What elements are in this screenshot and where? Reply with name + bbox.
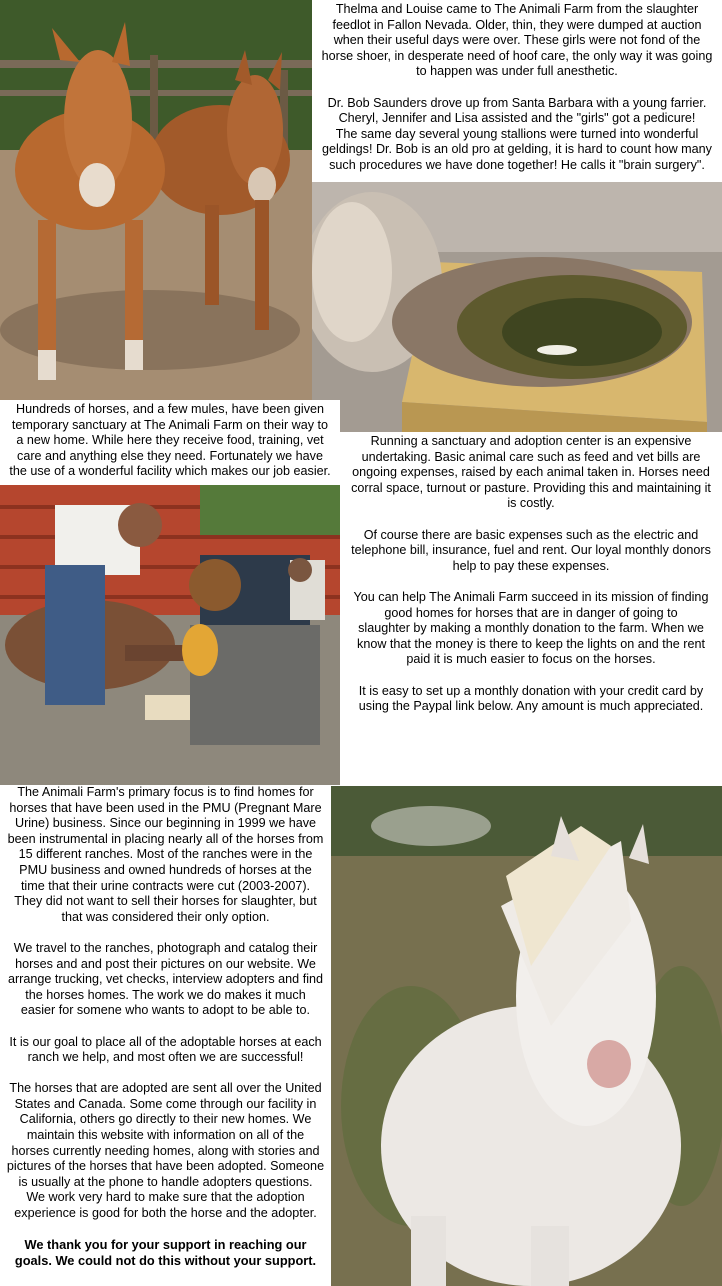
expenses-paragraph-3: You can help The Animali Farm succeed in its mission of finding good homes for horses that are in danger of going to slaughter by making a monthly donation to the farm. When we know that the money is there to keep the lights on and the rent paid it is much easier to focus on the horses. <box>353 589 709 667</box>
expenses-paragraph-1: Running a sanctuary and adoption center is an expensive undertaking. Basic animal care such as feed and vet bills are ongoing expenses, raised by each animal taken in. Horses need corral space, turnout or pasture. Providing this and maintaining it is costly. <box>351 434 711 511</box>
farrier-photo <box>0 485 340 785</box>
expenses-text-block <box>340 432 722 786</box>
intro-paragraph-1: Thelma and Louise came to The Animali Farm from the slaughter feedlot in Fallon Nevada. Older, thin, they were dumped at auction when their useful days were over. These girls were not fond of the horse shoer, in desperate need of hoof care, the only way it was going to happen was under full anesthetic. <box>321 2 713 79</box>
intro-text-block <box>312 0 722 182</box>
expenses-paragraph-4: It is easy to set up a monthly donation with your credit card by using the Paypal link below. Any amount is much appreciated. <box>358 683 704 714</box>
mission-paragraph-4: The horses that are adopted are sent all over the United States and Canada. Some come through our facility in California, others go directly to their new homes. We maintain this website with information on all of the horses currently needing homes, along with stories and pictures of the horses that have been adopted. Someone is usually at the phone to handle adopters questions. We work very hard to make sure that the adoption experience is good for both the horse and the adopter. <box>6 1081 325 1221</box>
sanctuary-text-block <box>0 400 340 485</box>
two-mules-photo-icon <box>0 0 312 400</box>
white-horse-photo <box>331 786 722 1286</box>
mission-text-block <box>0 785 331 1286</box>
white-horse-photo-icon <box>331 786 722 1286</box>
farrier-trimming-hoof-photo-icon <box>0 485 340 785</box>
mission-paragraph-1: The Animali Farm's primary focus is to find homes for horses that have been used in the PMU (Pregnant Mare Urine) business. Since our beginning in 1999 we have been instrumental in placing nearly all of the horses from 15 different ranches. Most of the ranches were in the PMU business and owned hundreds of horses at the time that their urine contracts were cut (2003-2007). They did not want to sell their horses for slaughter, but that was considered their only option. <box>7 785 324 924</box>
intro-paragraph-2: Dr. Bob Saunders drove up from Santa Barbara with a young farrier. Cheryl, Jennifer and Lisa assisted and the "girls" got a pedicure! The same day several young stallions were turned into wonderful geldings! Dr. Bob is an old pro at gelding, it is hard to count how many such procedures we have done together! He calls it "brain surgery". <box>322 95 712 172</box>
mission-paragraph-2: We travel to the ranches, photograph and catalog their horses and and post their pictures on our website. We arrange trucking, vet checks, interview adopters and find the horses homes. The work we do makes it much easier for somene who wants to adopt to be able to. <box>7 940 323 1018</box>
thanks-message: We thank you for your support in reaching our goals. We could not do this without your support. <box>14 1237 317 1268</box>
overgrown-hoof-photo-icon <box>312 182 722 432</box>
mission-paragraph-3: It is our goal to place all of the adoptable horses at each ranch we help, and most often we are successful! <box>9 1034 322 1065</box>
hoof-photo <box>312 182 722 432</box>
mules-photo <box>0 0 312 400</box>
expenses-paragraph-2: Of course there are basic expenses such as the electric and telephone bill, insurance, fuel and rent. Our loyal monthly donors help to pay these expenses. <box>351 527 711 573</box>
sanctuary-paragraph: Hundreds of horses, and a few mules, have been given temporary sanctuary at The Animali Farm on their way to a new home. While here they receive food, training, vet care and anything else they need. Fortunately we have the use of a wonderful facility which makes our job easier. <box>9 402 331 479</box>
